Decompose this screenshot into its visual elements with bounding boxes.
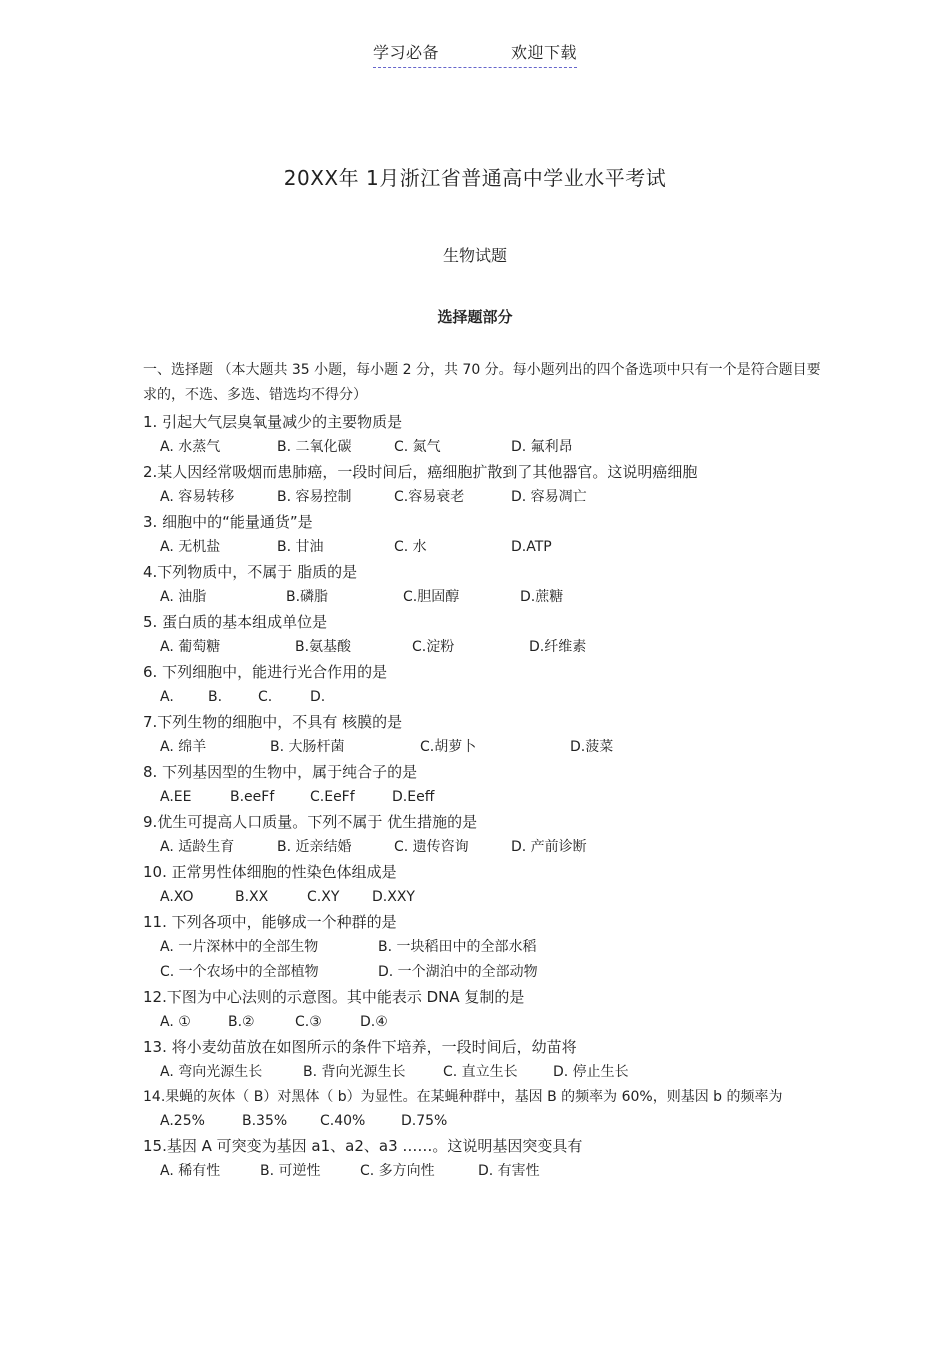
question-stem: 6. 下列细胞中，能进行光合作用的是 — [143, 663, 388, 681]
answer-option: A. 葡萄糖 — [160, 639, 221, 655]
answer-option: C. 多方向性 — [360, 1163, 435, 1179]
answer-option: D.④ — [360, 1014, 388, 1030]
answer-option: D.Eeff — [392, 789, 435, 805]
question-stem: 14.果蝇的灰体（ B）对黑体（ b）为显性。在某蝇种群中，基因 B 的频率为 60%，则基因 b 的频率为 — [143, 1089, 783, 1105]
answer-option: C. 一个农场中的全部植物 — [160, 964, 319, 980]
question-stem: 13. 将小麦幼苗放在如图所示的条件下培养，一段时间后，幼苗将 — [143, 1038, 577, 1056]
option-row — [143, 685, 823, 710]
question-stem: 15.基因 A 可突变为基因 a1、a2、a3 ……。这说明基因突变具有 — [143, 1137, 583, 1155]
answer-option: A. 弯向光源生长 — [160, 1064, 263, 1080]
answer-option: D. 产前诊断 — [511, 839, 587, 855]
answer-option: D.ATP — [511, 539, 552, 555]
question-stem: 8. 下列基因型的生物中，属于纯合子的是 — [143, 763, 418, 781]
header-banner — [373, 40, 577, 68]
answer-option: C.40% — [320, 1113, 366, 1129]
answer-option: B.② — [228, 1014, 255, 1030]
answer-option: C. 遗传咨询 — [394, 839, 469, 855]
answer-option: C.XY — [307, 889, 340, 905]
answer-option: B.氨基酸 — [295, 639, 352, 655]
option-row — [143, 735, 823, 760]
section-heading: 选择题部分 — [437, 308, 513, 326]
option-row — [143, 1010, 823, 1035]
answer-option: B. 近亲结婚 — [277, 839, 352, 855]
option-row — [143, 435, 823, 460]
answer-option: B. — [208, 689, 223, 705]
answer-option: B. 大肠杆菌 — [270, 739, 345, 755]
answer-option: C. — [258, 689, 273, 705]
question-stem: 4.下列物质中，不属于 脂质的是 — [143, 563, 358, 581]
answer-option: A. 水蒸气 — [160, 439, 221, 455]
option-row — [143, 585, 823, 610]
option-row — [143, 1159, 823, 1184]
answer-option: C.EeFf — [310, 789, 355, 805]
option-row — [143, 535, 823, 560]
option-row — [143, 935, 823, 960]
answer-option: C.容易衰老 — [394, 489, 465, 505]
question-stem: 5. 蛋白质的基本组成单位是 — [143, 613, 328, 631]
option-row — [143, 960, 823, 985]
answer-option: B. 一块稻田中的全部水稻 — [378, 939, 537, 955]
exam-subtitle: 生物试题 — [442, 246, 507, 265]
answer-option: B.XX — [235, 889, 269, 905]
option-row — [143, 885, 823, 910]
answer-option: C.淀粉 — [412, 639, 455, 655]
answer-option: A. 一片深林中的全部生物 — [160, 939, 319, 955]
answer-option: C.③ — [295, 1014, 322, 1030]
answer-option: D.蔗糖 — [520, 589, 564, 605]
answer-option: B. 甘油 — [277, 539, 324, 555]
answer-option: A. 无机盐 — [160, 539, 221, 555]
question-stem: 3. 细胞中的“能量通货”是 — [143, 513, 313, 531]
answer-option: A.25% — [160, 1113, 205, 1129]
header-left-text: 学习必备 — [372, 43, 439, 62]
question-stem: 10. 正常男性体细胞的性染色体组成是 — [143, 863, 397, 881]
section-instructions: 一、选择题 （本大题共 35 小题，每小题 2 分，共 70 分。每小题列出的四个备选项中只有一个是符合题目要求的，不选、多选、错选均不得分） — [143, 362, 821, 403]
answer-option: C. 水 — [394, 539, 427, 555]
answer-option: C.胡萝卜 — [420, 739, 477, 755]
answer-option: D.XXY — [372, 889, 415, 905]
answer-option: A. 适龄生育 — [160, 839, 235, 855]
question-stem: 1. 引起大气层臭氧量减少的主要物质是 — [143, 413, 403, 431]
header-right-text: 欢迎下载 — [511, 43, 578, 62]
answer-option: B. 二氧化碳 — [277, 439, 352, 455]
answer-option: D. — [310, 689, 326, 705]
option-row — [143, 785, 823, 810]
question-stem: 12.下图为中心法则的示意图。其中能表示 DNA 复制的是 — [143, 988, 525, 1006]
option-row — [143, 635, 823, 660]
answer-option: A.XO — [160, 889, 194, 905]
option-row — [143, 1060, 823, 1085]
answer-option: C. 直立生长 — [443, 1064, 518, 1080]
question-stem: 9.优生可提高人口质量。下列不属于 优生措施的是 — [143, 813, 478, 831]
answer-option: A. — [160, 689, 174, 705]
option-row — [143, 485, 823, 510]
answer-option: A.EE — [160, 789, 192, 805]
question-list — [143, 358, 823, 1184]
answer-option: A. ① — [160, 1014, 191, 1030]
option-row — [143, 835, 823, 860]
questions-container — [143, 410, 823, 1184]
answer-option: D. 氟利昂 — [511, 439, 573, 455]
answer-option: C.胆固醇 — [403, 589, 460, 605]
page-header — [0, 40, 950, 68]
answer-option: B. 背向光源生长 — [303, 1064, 406, 1080]
answer-option: D. 停止生长 — [553, 1064, 629, 1080]
answer-option: A. 容易转移 — [160, 489, 235, 505]
question-stem: 2.某人因经常吸烟而患肺癌，一段时间后，癌细胞扩散到了其他器官。这说明癌细胞 — [143, 463, 698, 481]
answer-option: B.35% — [242, 1113, 288, 1129]
answer-option: D.纤维素 — [529, 639, 587, 655]
option-row — [143, 1109, 823, 1134]
answer-option: C. 氮气 — [394, 439, 441, 455]
answer-option: D.菠菜 — [570, 739, 614, 755]
answer-option: B. 可逆性 — [260, 1163, 321, 1179]
answer-option: A. 稀有性 — [160, 1163, 221, 1179]
answer-option: D. 一个湖泊中的全部动物 — [378, 964, 538, 980]
question-stem: 7.下列生物的细胞中，不具有 核膜的是 — [143, 713, 403, 731]
question-stem: 11. 下列各项中，能够成一个种群的是 — [143, 913, 397, 931]
answer-option: D. 容易凋亡 — [511, 489, 587, 505]
exam-title: 20XX年 1月浙江省普通高中学业水平考试 — [283, 166, 667, 190]
answer-option: B. 容易控制 — [277, 489, 352, 505]
answer-option: D.75% — [401, 1113, 448, 1129]
answer-option: A. 油脂 — [160, 589, 207, 605]
answer-option: A. 绵羊 — [160, 739, 207, 755]
answer-option: B.磷脂 — [286, 589, 329, 605]
answer-option: B.eeFf — [230, 789, 275, 805]
answer-option: D. 有害性 — [478, 1163, 540, 1179]
